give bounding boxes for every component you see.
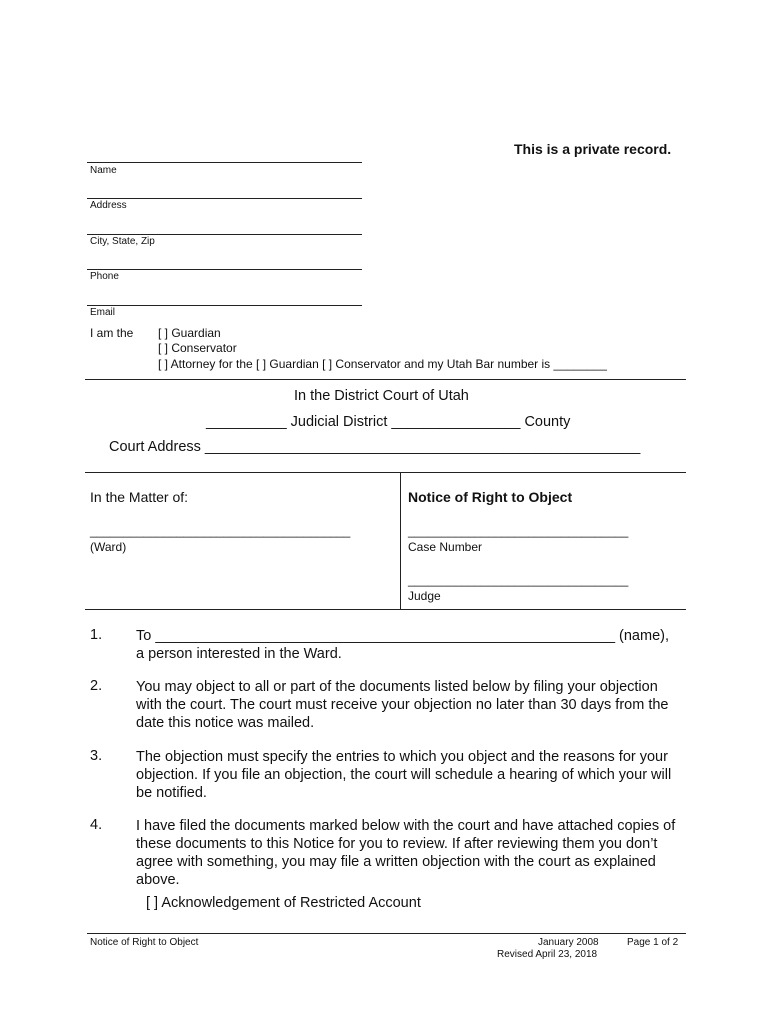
name-field-line[interactable] [87, 162, 362, 163]
court-district-line[interactable]: __________ Judicial District ________________ County [206, 414, 571, 430]
notice-title: Notice of Right to Object [408, 489, 573, 505]
judge-label: Judge [408, 589, 441, 603]
item-text-2: You may object to all or part of the documents listed below by filing your objection with the court. The court must receive your objection no later than 30 days from the date this notice was mailed. [136, 679, 669, 731]
matter-label: In the Matter of: [90, 489, 189, 505]
caption-top-rule [85, 472, 686, 473]
header-divider [85, 379, 686, 380]
private-record-notice: This is a private record. [514, 141, 672, 157]
item-number-4: 4. [90, 817, 103, 833]
case-number-label: Case Number [408, 540, 483, 554]
ward-name-blank[interactable]: _______________________________________ [90, 524, 351, 538]
name-field-label: Name [90, 165, 117, 176]
case-number-blank[interactable]: _________________________________ [408, 524, 629, 538]
restricted-account-checkbox-item[interactable]: [ ] Acknowledgement of Restricted Account [146, 895, 421, 911]
item-text-4: I have filed the documents marked below with the court and have attached copies of these documents to this Notice for you to review. If after reviewing them you don’t agree with something, you may file a written objection with the court as explained above. [136, 818, 676, 888]
address-field-label: Address [90, 200, 127, 211]
phone-field-line[interactable] [87, 269, 362, 270]
role-option-guardian[interactable]: [ ] Guardian [158, 326, 221, 340]
footer-rule [87, 933, 686, 934]
court-title: In the District Court of Utah [294, 388, 469, 404]
ward-label: (Ward) [90, 540, 127, 554]
item-number-3: 3. [90, 748, 103, 764]
caption-divider [400, 472, 401, 609]
item-number-1: 1. [90, 627, 103, 643]
judge-blank[interactable]: _________________________________ [408, 573, 629, 587]
item-text-1: To _________________________________________________________ (name), a person interested in the Ward. [136, 628, 669, 662]
caption-bottom-rule [85, 609, 686, 610]
item-text-3: The objection must specify the entries to which you object and the reasons for your objection. If you file an objection, the court will schedule a hearing of which your will be notified. [136, 749, 672, 801]
city-state-zip-field-label: City, State, Zip [90, 236, 155, 247]
role-option-attorney[interactable]: [ ] Attorney for the [ ] Guardian [ ] Conservator and my Utah Bar number is ________ [158, 357, 607, 371]
footer-date-original: January 2008 [538, 937, 599, 948]
footer-form-name: Notice of Right to Object [90, 937, 199, 948]
footer-page-number: Page 1 of 2 [627, 937, 679, 948]
role-lead-label: I am the [90, 326, 134, 340]
court-address-line[interactable]: Court Address ______________________________________________________ [109, 439, 641, 455]
email-field-line[interactable] [87, 305, 362, 306]
item-number-2: 2. [90, 678, 103, 694]
phone-field-label: Phone [90, 271, 119, 282]
role-option-conservator[interactable]: [ ] Conservator [158, 341, 237, 355]
footer-date-revised: Revised April 23, 2018 [497, 949, 598, 960]
address-field-line[interactable] [87, 198, 362, 199]
email-field-label: Email [90, 307, 116, 318]
city-state-zip-field-line[interactable] [87, 234, 362, 235]
